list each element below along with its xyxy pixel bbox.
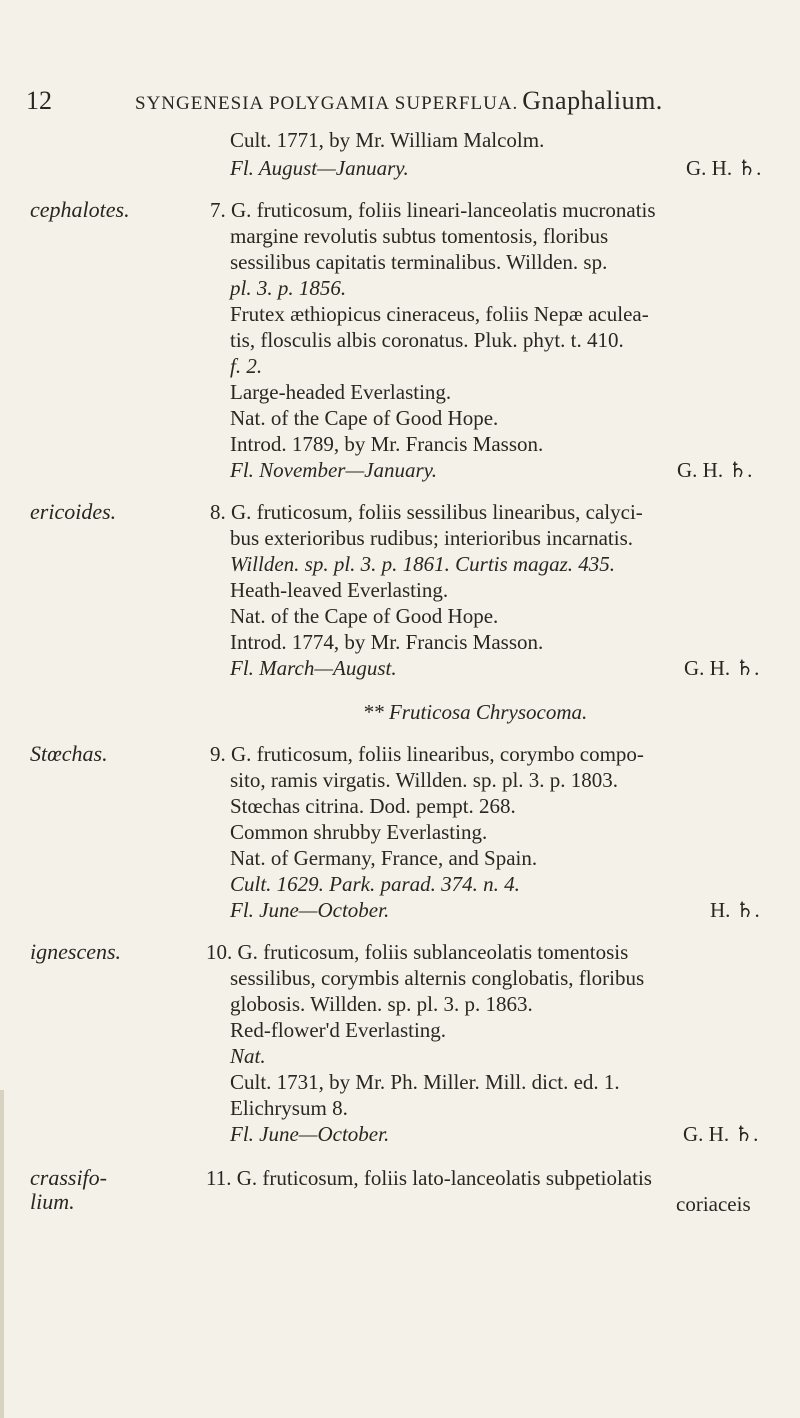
entry-line: sito, ramis virgatis. Willden. sp. pl. 3. p. 1803.	[230, 768, 619, 792]
binding-shadow	[0, 1090, 4, 1418]
native-line: Nat.	[230, 1044, 266, 1068]
species-name-cephalotes: cephalotes.	[30, 197, 130, 222]
common-name: Red-flower'd Everlasting.	[230, 1018, 447, 1042]
species-name-ericoides: ericoides.	[30, 499, 117, 524]
common-name: Large-headed Everlasting.	[230, 380, 452, 404]
species-name-crassifolium: crassifo- lium.	[30, 1165, 107, 1214]
entry-line: Elichrysum 8.	[230, 1096, 348, 1120]
section-heading: ** Fruticosa Chrysocoma.	[362, 700, 588, 724]
entry-line: sessilibus capitatis terminalibus. Willden. sp.	[230, 250, 608, 274]
entry-line: Stœchas citrina. Dod. pempt. 268.	[230, 794, 516, 818]
genus-title: Gnaphalium.	[522, 86, 663, 115]
introduced-line: Introd. 1789, by Mr. Francis Masson.	[230, 432, 544, 456]
introduced-line: Introd. 1774, by Mr. Francis Masson.	[230, 630, 544, 654]
entry-line: Willden. sp. pl. 3. p. 1861. Curtis magaz. 435.	[230, 552, 616, 576]
native-line: Nat. of Germany, France, and Spain.	[230, 846, 538, 870]
species-name-ignescens: ignescens.	[30, 939, 122, 964]
common-name: Common shrubby Everlasting.	[230, 820, 488, 844]
running-head	[135, 86, 775, 116]
entry-line: 10. G. fruticosum, foliis sublanceolatis tomentosis	[206, 940, 629, 964]
cultivated-line: Cult. 1731, by Mr. Ph. Miller. Mill. dict. ed. 1.	[230, 1070, 620, 1094]
entry-line: f. 2.	[230, 354, 263, 378]
entry-line: margine revolutis subtus tomentosis, floribus	[230, 224, 609, 248]
flowering-line: Fl. March—August.	[230, 656, 397, 680]
cultivated-line: Cult. 1629. Park. parad. 374. n. 4.	[230, 872, 520, 896]
entry-line: globosis. Willden. sp. pl. 3. p. 1863.	[230, 992, 533, 1016]
location-mark: G. H. ♄.	[677, 458, 753, 482]
native-line: Nat. of the Cape of Good Hope.	[230, 604, 499, 628]
common-name: Heath-leaved Everlasting.	[230, 578, 449, 602]
running-head-text: SYNGENESIA POLYGAMIA SUPERFLUA.	[135, 93, 519, 114]
intro-line: Cult. 1771, by Mr. William Malcolm.	[230, 128, 545, 152]
flowering-line: Fl. June—October.	[230, 898, 390, 922]
page-number: 12	[26, 86, 52, 115]
entry-line: Frutex æthiopicus cineraceus, foliis Nepæ aculea-	[230, 302, 649, 326]
flowering-line: Fl. August—January.	[230, 156, 409, 180]
location-mark: G. H. ♄.	[686, 156, 762, 180]
entry-line: bus exterioribus rudibus; interioribus incarnatis.	[230, 526, 634, 550]
native-line: Nat. of the Cape of Good Hope.	[230, 406, 499, 430]
entry-line: pl. 3. p. 1856.	[230, 276, 347, 300]
flowering-line: Fl. June—October.	[230, 1122, 390, 1146]
location-mark: G. H. ♄.	[683, 1122, 759, 1146]
entry-line: 8. G. fruticosum, foliis sessilibus linearibus, calyci-	[210, 500, 643, 524]
entry-line: 7. G. fruticosum, foliis lineari-lanceolatis mucronatis	[210, 198, 656, 222]
species-name-stoechas: Stœchas.	[30, 741, 108, 766]
entry-line: 11. G. fruticosum, foliis lato-lanceolatis subpetiolatis	[206, 1166, 652, 1190]
entry-line: sessilibus, corymbis alternis conglobatis, floribus	[230, 966, 645, 990]
flowering-line: Fl. November—January.	[230, 458, 438, 482]
entry-line: 9. G. fruticosum, foliis linearibus, corymbo compo-	[210, 742, 644, 766]
entry-line: coriaceis	[676, 1192, 751, 1216]
location-mark: H. ♄.	[710, 898, 760, 922]
entry-line: tis, flosculis albis coronatus. Pluk. phyt. t. 410.	[230, 328, 624, 352]
location-mark: G. H. ♄.	[684, 656, 760, 680]
